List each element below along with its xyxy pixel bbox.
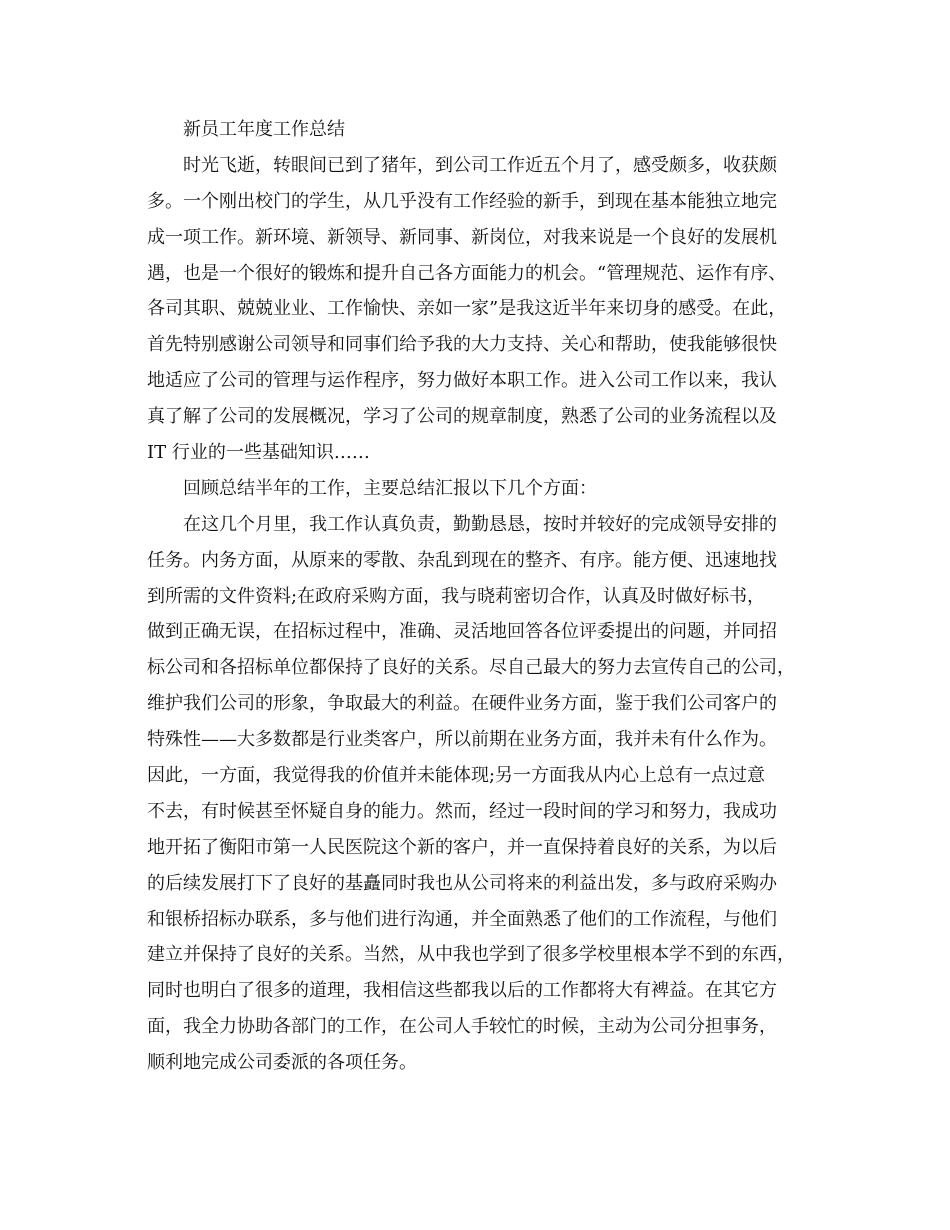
document-title: 新员工年度工作总结 bbox=[183, 119, 345, 140]
document-body bbox=[147, 112, 807, 1081]
text-line: 任务。内务方面，从原来的零散、杂乱到现在的整齐、有序。能方便、迅速地找 bbox=[147, 549, 777, 571]
paragraph-intro bbox=[147, 148, 807, 471]
text-line: 维护我们公司的形象，争取最大的利益。在硬件业务方面，鉴于我们公司客户的 bbox=[147, 693, 777, 715]
text-line: 在这几个月里，我工作认真负责，勤勤恳恳，按时并较好的完成领导安排的 bbox=[183, 513, 777, 535]
text-line: 回顾总结半年的工作，主要总结汇报以下几个方面： bbox=[183, 477, 597, 499]
text-line: 顺利地完成公司委派的各项任务。 bbox=[147, 1052, 417, 1074]
text-line: 遇，也是一个很好的锻炼和提升自己各方面能力的机会。“管理规范、运作有序、 bbox=[147, 262, 787, 284]
text-line: 时光飞逝，转眼间已到了猪年，到公司工作近五个月了，感受颇多，收获颇 bbox=[183, 154, 777, 176]
text-line: 成一项工作。新环境、新领导、新同事、新岗位，对我来说是一个良好的发展机 bbox=[147, 226, 777, 248]
paragraph-review-heading bbox=[147, 471, 807, 507]
text-line: 真了解了公司的发展概况，学习了公司的规章制度，熟悉了公司的业务流程以及 bbox=[147, 406, 777, 428]
text-line: 因此，一方面，我觉得我的价值并未能体现;另一方面我从内心上总有一点过意 bbox=[147, 765, 766, 787]
text-line: 地适应了公司的管理与运作程序，努力做好本职工作。进入公司工作以来，我认 bbox=[147, 370, 777, 392]
text-line: 做到正确无误，在招标过程中，准确、灵活地回答各位评委提出的问题，并同招 bbox=[147, 621, 777, 643]
text-line: 不去，有时候甚至怀疑自身的能力。然而，经过一段时间的学习和努力，我成功 bbox=[147, 800, 777, 822]
text-line: 特殊性——大多数都是行业类客户，所以前期在业务方面，我并未有什么作为。 bbox=[147, 729, 777, 751]
text-line: 同时也明白了很多的道理，我相信这些都我以后的工作都将大有裨益。在其它方 bbox=[147, 980, 777, 1002]
paragraph-work-details bbox=[147, 507, 807, 1081]
text-line: 首先特别感谢公司领导和同事们给予我的大力支持、关心和帮助，使我能够很快 bbox=[147, 334, 777, 356]
text-line: 的后续发展打下了良好的基矗同时我也从公司将来的利益出发，多与政府采购办 bbox=[147, 872, 777, 894]
text-line: 地开拓了衡阳市第一人民医院这个新的客户，并一直保持着良好的关系，为以后 bbox=[147, 836, 777, 858]
text-line: 和银桥招标办联系，多与他们进行沟通，并全面熟悉了他们的工作流程，与他们 bbox=[147, 908, 777, 930]
text-line: 各司其职、兢兢业业、工作愉快、亲如一家”是我这近半年来切身的感受。在此， bbox=[147, 298, 787, 320]
text-line: 标公司和各招标单位都保持了良好的关系。尽自己最大的努力去宣传自己的公司， bbox=[147, 657, 795, 679]
text-line: IT 行业的一些基础知识…… bbox=[147, 442, 370, 464]
text-line: 多。一个刚出校门的学生，从几乎没有工作经验的新手，到现在基本能独立地完 bbox=[147, 190, 777, 212]
text-line: 面，我全力协助各部门的工作，在公司人手较忙的时候，主动为公司分担事务， bbox=[147, 1016, 777, 1038]
text-line: 到所需的文件资料;在政府采购方面，我与晓莉密切合作，认真及时做好标书， bbox=[147, 585, 766, 607]
text-line: 建立并保持了良好的关系。当然，从中我也学到了很多学校里根本学不到的东西， bbox=[147, 944, 795, 966]
